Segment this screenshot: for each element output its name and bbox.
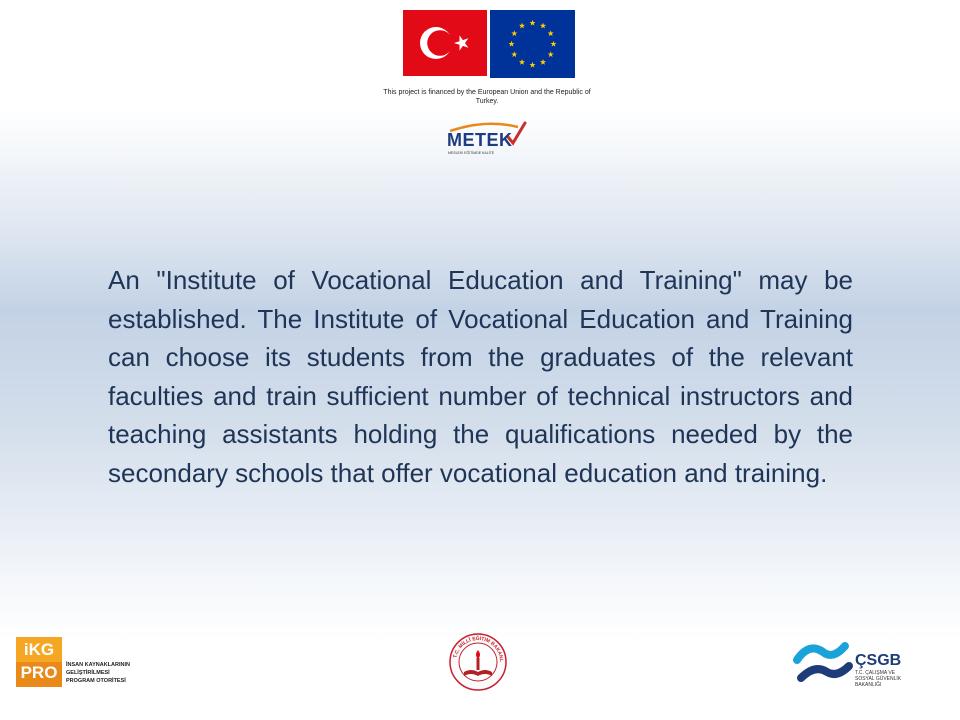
body-paragraph: An "Institute of Vocational Education and Training" may be established. The Institute of Vocational Education and Training can choose its students from the graduates of the relevant faculties and train sufficient number of technical instructors and teaching assistants holding the qualifications needed by the secondary schools that offer vocational education and training. (108, 265, 853, 488)
ikg-logo-text: İNSAN KAYNAKLARININ GELİŞTİRİLMESİ PROGRAM OTORİTESİ (66, 662, 130, 684)
funding-note: This project is financed by the European Union and the Republic of Turkey. (383, 89, 591, 105)
meb-seal-logo (446, 632, 510, 692)
csgb-name: ÇSGB (855, 652, 902, 669)
csgb-logo (793, 638, 911, 694)
metek-logo (446, 121, 530, 159)
csgb-wave-icon (793, 638, 853, 688)
ikg-badge-top: iKG (23, 640, 55, 659)
turkey-eu-flags (403, 8, 575, 80)
csgb-subtitle: T.C. ÇALIŞMA VE SOSYAL GÜVENLİK BAKANLIĞI (855, 670, 902, 688)
ikg-badge-bottom: PRO (20, 663, 58, 682)
ikg-pro-logo (16, 637, 138, 687)
meb-ring-text: T.C. MİLLÎ EĞİTİM BAKANL (452, 635, 505, 663)
metek-wordmark: METEK (447, 130, 513, 150)
metek-tagline: MESLEKİ EĞİTİMDE KALİTE (448, 151, 495, 155)
ikg-badge (16, 637, 62, 687)
